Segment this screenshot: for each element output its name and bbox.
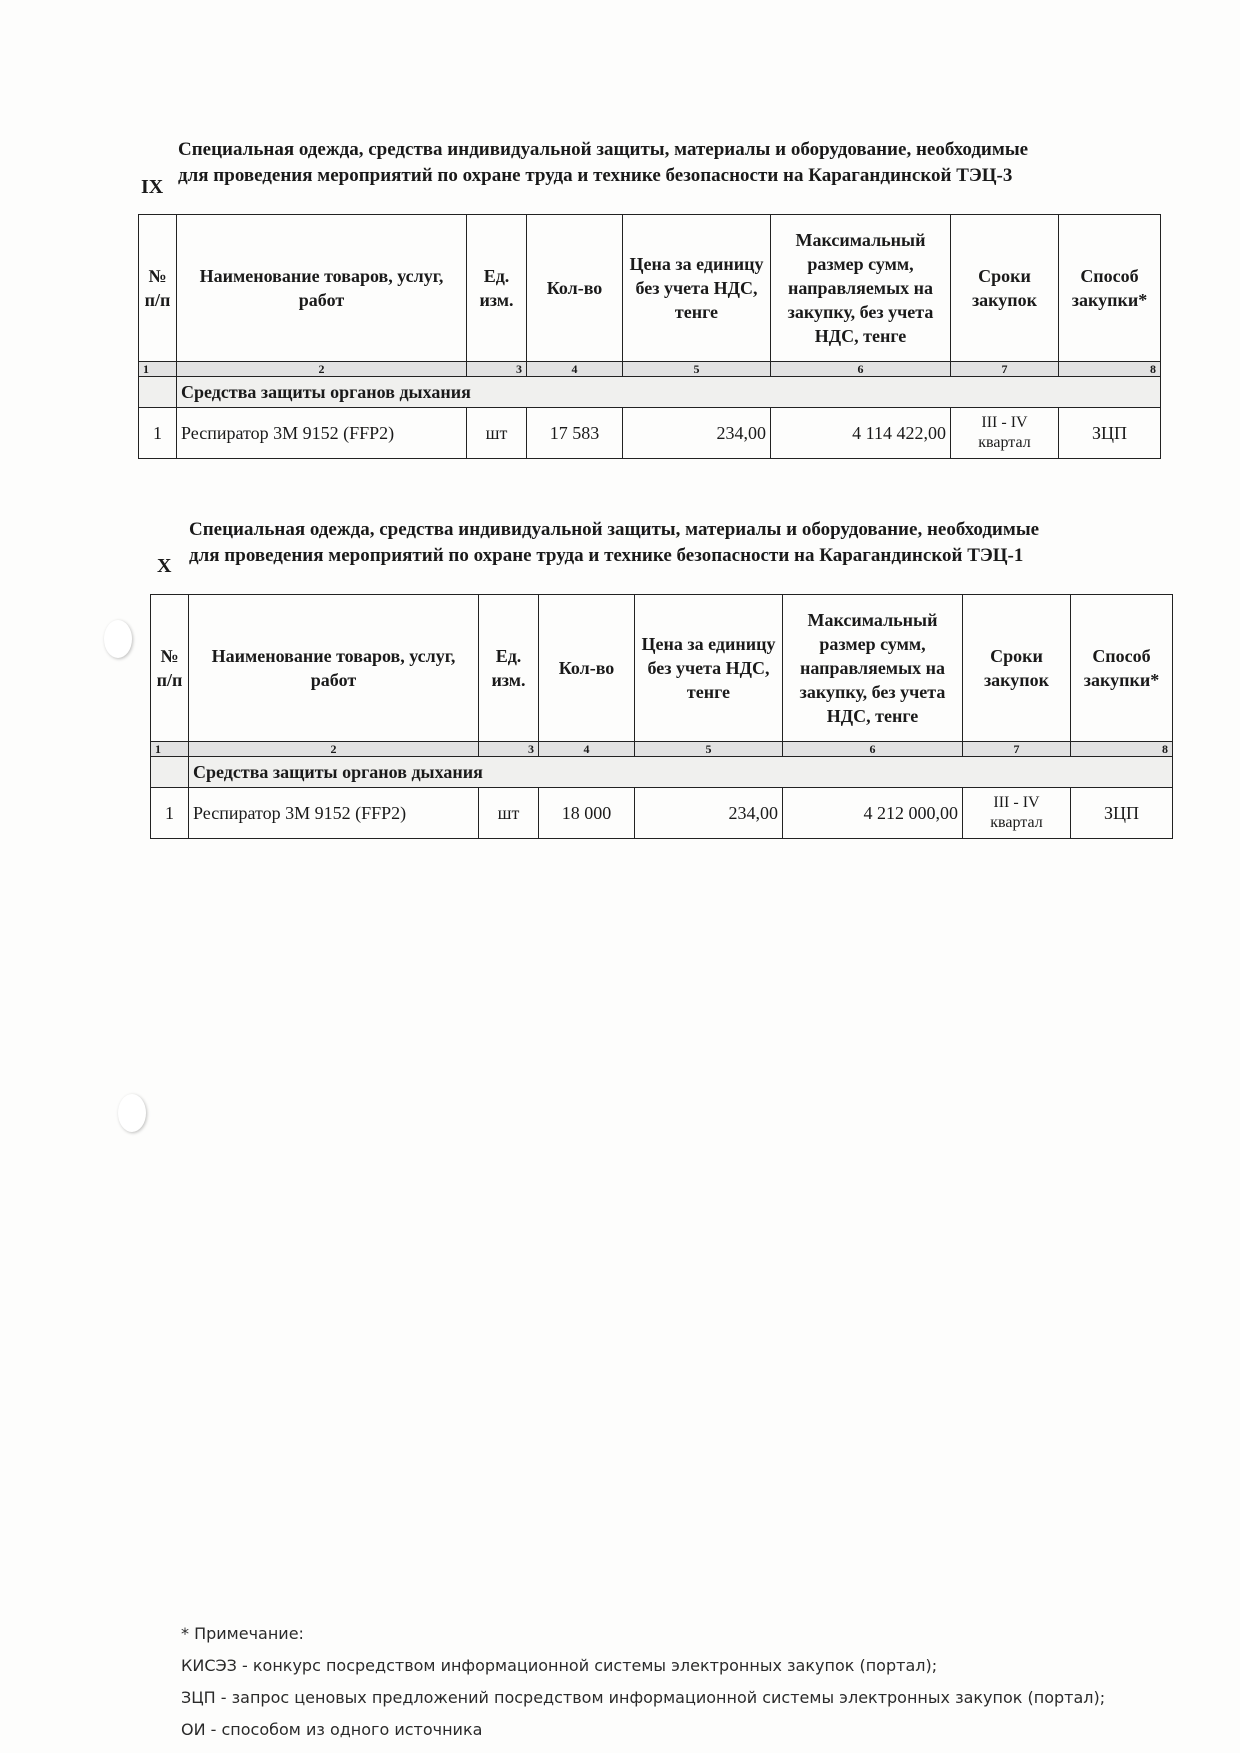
column-number: 4	[527, 362, 623, 377]
footnote-title: * Примечание:	[181, 1624, 304, 1643]
col-header-qty: Кол-во	[539, 595, 635, 742]
punch-hole	[118, 1094, 146, 1132]
col-header-max-sum: Максимальный размер сумм, направляемых на закупку, без учета НДС, тенге	[771, 215, 951, 362]
row-unit: шт	[467, 408, 527, 459]
section-heading-line2: для проведения мероприятий по охране труда и технике безопасности на Карагандинской ТЭЦ-1	[189, 545, 1024, 566]
column-number: 4	[539, 742, 635, 757]
group-title: Средства защиты органов дыхания	[189, 757, 1173, 788]
section-heading-line2: для проведения мероприятий по охране труда и технике безопасности на Карагандинской ТЭЦ-3	[178, 165, 1013, 186]
col-header-name: Наименование товаров, услуг, работ	[177, 215, 467, 362]
column-number: 7	[963, 742, 1071, 757]
column-number: 6	[771, 362, 951, 377]
row-terms-quarters: III - IV	[981, 414, 1028, 431]
row-method: ЗЦП	[1071, 788, 1173, 839]
row-num: 1	[151, 788, 189, 839]
column-number: 6	[783, 742, 963, 757]
table-row	[139, 408, 1161, 459]
row-max-sum: 4 114 422,00	[771, 408, 951, 459]
row-terms	[963, 788, 1071, 839]
col-header-method: Способ закупки*	[1071, 595, 1173, 742]
group-row-spacer	[139, 377, 177, 408]
section-heading-line1: Специальная одежда, средства индивидуальной защиты, материалы и оборудование, необходимые	[178, 139, 1029, 160]
col-header-num: № п/п	[139, 215, 177, 362]
procurement-table	[138, 214, 1161, 459]
column-number: 3	[479, 742, 539, 757]
column-number: 7	[951, 362, 1059, 377]
row-num: 1	[139, 408, 177, 459]
group-row	[151, 757, 1173, 788]
row-qty: 18 000	[539, 788, 635, 839]
col-header-price: Цена за единицу без учета НДС, тенге	[623, 215, 771, 362]
section-roman-numeral: IX	[141, 176, 164, 198]
row-price: 234,00	[635, 788, 783, 839]
col-header-name: Наименование товаров, услуг, работ	[189, 595, 479, 742]
column-number: 2	[189, 742, 479, 757]
punch-hole	[104, 620, 132, 658]
row-max-sum: 4 212 000,00	[783, 788, 963, 839]
col-header-qty: Кол-во	[527, 215, 623, 362]
column-number: 1	[151, 742, 189, 757]
col-header-unit: Ед. изм.	[479, 595, 539, 742]
row-method: ЗЦП	[1059, 408, 1161, 459]
column-number: 1	[139, 362, 177, 377]
col-header-max-sum: Максимальный размер сумм, направляемых на закупку, без учета НДС, тенге	[783, 595, 963, 742]
row-terms	[951, 408, 1059, 459]
column-number: 2	[177, 362, 467, 377]
column-number: 8	[1071, 742, 1173, 757]
row-terms-quarters: III - IV	[993, 794, 1040, 811]
table-header-row	[151, 595, 1173, 742]
section-roman-numeral: X	[157, 555, 172, 577]
column-number: 5	[635, 742, 783, 757]
col-header-price: Цена за единицу без учета НДС, тенге	[635, 595, 783, 742]
row-qty: 17 583	[527, 408, 623, 459]
column-number: 5	[623, 362, 771, 377]
row-name: Респиратор 3М 9152 (FFP2)	[189, 788, 479, 839]
table-row	[151, 788, 1173, 839]
table-header-row	[139, 215, 1161, 362]
row-price: 234,00	[623, 408, 771, 459]
group-row-spacer	[151, 757, 189, 788]
col-header-terms: Сроки закупок	[963, 595, 1071, 742]
col-header-unit: Ед. изм.	[467, 215, 527, 362]
column-number-row	[139, 362, 1161, 377]
row-terms-unit: квартал	[990, 814, 1043, 831]
footnote	[181, 1618, 1105, 1746]
column-number-row	[151, 742, 1173, 757]
col-header-method: Способ закупки*	[1059, 215, 1161, 362]
row-name: Респиратор 3М 9152 (FFP2)	[177, 408, 467, 459]
row-unit: шт	[479, 788, 539, 839]
group-title: Средства защиты органов дыхания	[177, 377, 1161, 408]
procurement-table	[150, 594, 1173, 839]
footnote-line: ОИ - способом из одного источника	[181, 1720, 483, 1739]
column-number: 3	[467, 362, 527, 377]
section-heading-line1: Специальная одежда, средства индивидуальной защиты, материалы и оборудование, необходимые	[189, 519, 1040, 540]
row-terms-unit: квартал	[978, 434, 1031, 451]
group-row	[139, 377, 1161, 408]
footnote-line: КИСЭЗ - конкурс посредством информационной системы электронных закупок (портал);	[181, 1656, 938, 1675]
column-number: 8	[1059, 362, 1161, 377]
footnote-line: ЗЦП - запрос ценовых предложений посредством информационной системы электронных закупок (портал);	[181, 1688, 1106, 1707]
col-header-num: № п/п	[151, 595, 189, 742]
col-header-terms: Сроки закупок	[951, 215, 1059, 362]
